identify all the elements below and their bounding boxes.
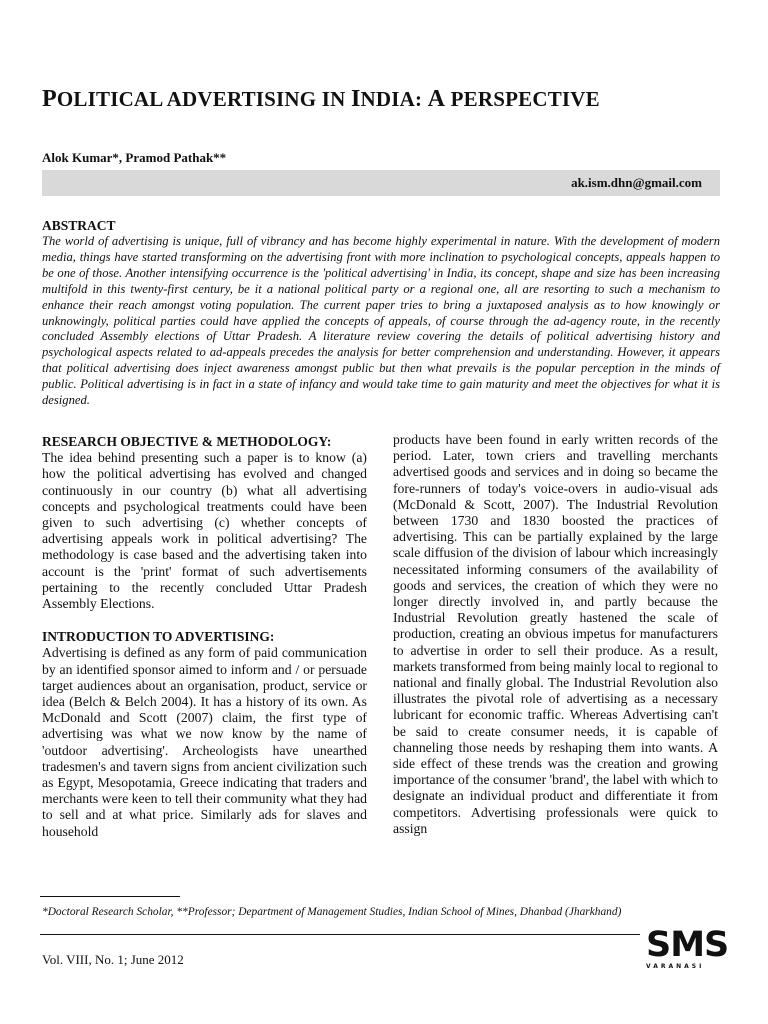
authors: Alok Kumar*, Pramod Pathak** bbox=[42, 150, 227, 165]
sms-logo bbox=[646, 925, 729, 972]
abstract-text: The world of advertising is unique, full of vibrancy and has become highly experimental in nature. With the development of modern media, things have started transforming on the advertising front with more inclination to psychological concepts, appeals happen to be one of those. Another intensifying occurrence is the 'political advertising' in India, its concept, shape and size has been increasing multifold in this twenty-first century, be it a national political party or a regional one, all are resorting to such a mechanism to enhance their reach amongst voting population. The current paper tries to bring a juxtaposed analysis as to how knowingly or unknowingly, political parties could have applied the concepts of appeals, of course through the ad-agency route, in the recently concluded Assembly elections of Uttar Pradesh. A literature review covering the details of political advertising history and psychological aspects related to ad-appeals precedes the analysis for better comprehension and understanding. However, it appears that political advertising does inject awareness amongst public but then what prevails is the popular perception in the minds of public. Political advertising is in fact in a state of infancy and would take time to gain maturity and meet the objectives for what it is designed. bbox=[42, 234, 720, 408]
author-footnote: *Doctoral Research Scholar, **Professor; Department of Management Studies, Indian School of Mines, Dhanbad (Jharkhand) bbox=[42, 906, 622, 918]
research-objective-paragraph: The idea behind presenting such a paper is to know (a) how the political advertising has evolved and changed continuously in our country (b) what all advertising concepts and psychological treatments could have been given to such advertising (c) whether concepts of advertising appeals work in political advertising? The methodology is case based and the advertising taken into account is the 'print' format of such advertisements pertaining to the recently concluded Uttar Pradesh Assembly Elections. bbox=[42, 450, 367, 612]
logo-subtitle: VARANASI bbox=[646, 963, 705, 970]
left-column bbox=[42, 434, 367, 840]
right-column bbox=[393, 432, 718, 837]
author-email[interactable]: ak.ism.dhn@gmail.com bbox=[571, 175, 702, 190]
right-column-paragraph: products have been found in early written records of the period. Later, town criers and travelling merchants advertised goods and services and in doing so became the fore-runners of today's voice-overs in audio-visual ads (McDonald & Scott, 2007). The Industrial Revolution between 1730 and 1830 boosted the practices of advertising. This can be partially explained by the large scale diffusion of the division of labour which increasingly necessitated informing consumers of the availability of goods and services, the creation of which they were no longer directly involved in, and partly because the Industrial Revolution greatly hastened the scale of production, creating an obvious impetus for manufacturers to advertise in order to sell their produce. As a result, markets transformed from being mainly local to regional to national and finally global. The Industrial Revolution also illustrates the pivotal role of advertising as a necessary lubricant for economic traffic. Whereas Advertising can't be said to create consumer needs, it is capable of channeling those needs by reshaping them into wants. A side effect of these trends was the creation and growing importance of the consumer 'brand', the label with which to designate an individual product and differentiate it from competitors. Advertising professionals were quick to assign bbox=[393, 432, 718, 836]
title-segment-3: PERSPECTIVE bbox=[445, 87, 600, 111]
logo-mark: SMS bbox=[646, 925, 729, 965]
research-objective-heading: RESEARCH OBJECTIVE & METHODOLOGY: bbox=[42, 434, 332, 449]
title-initial-i: I bbox=[350, 86, 361, 112]
title-initial-p: P bbox=[42, 86, 57, 112]
introduction-paragraph: Advertising is defined as any form of paid communication by an identified sponsor aimed to inform and / or persuade target audiences about an organisation, product, service or idea (Belch & Belch 2004). It has a history of its own. As McDonald and Scott (2007) claim, the first type of advertising was what we now know by the name of 'outdoor advertising'. Archeologists have unearthed tradesmen's and tavern signs from ancient civilization such as Egypt, Mesopotamia, Greece indicating that traders and merchants were keen to tell their community what they had to sell and at what price. Similarly ads for slaves and household bbox=[42, 645, 367, 839]
footer-divider bbox=[40, 934, 640, 935]
title-initial-a: A bbox=[427, 86, 446, 112]
introduction-heading: INTRODUCTION TO ADVERTISING: bbox=[42, 629, 275, 645]
title-segment-2: NDIA: bbox=[360, 87, 428, 111]
paper-title bbox=[42, 86, 732, 113]
abstract-heading: ABSTRACT bbox=[42, 218, 116, 233]
title-segment-1: OLITICAL ADVERTISING IN bbox=[56, 87, 351, 111]
email-bar bbox=[42, 170, 720, 196]
issue-info: Vol. VIII, No. 1; June 2012 bbox=[42, 952, 184, 967]
footnote-divider bbox=[40, 896, 180, 897]
